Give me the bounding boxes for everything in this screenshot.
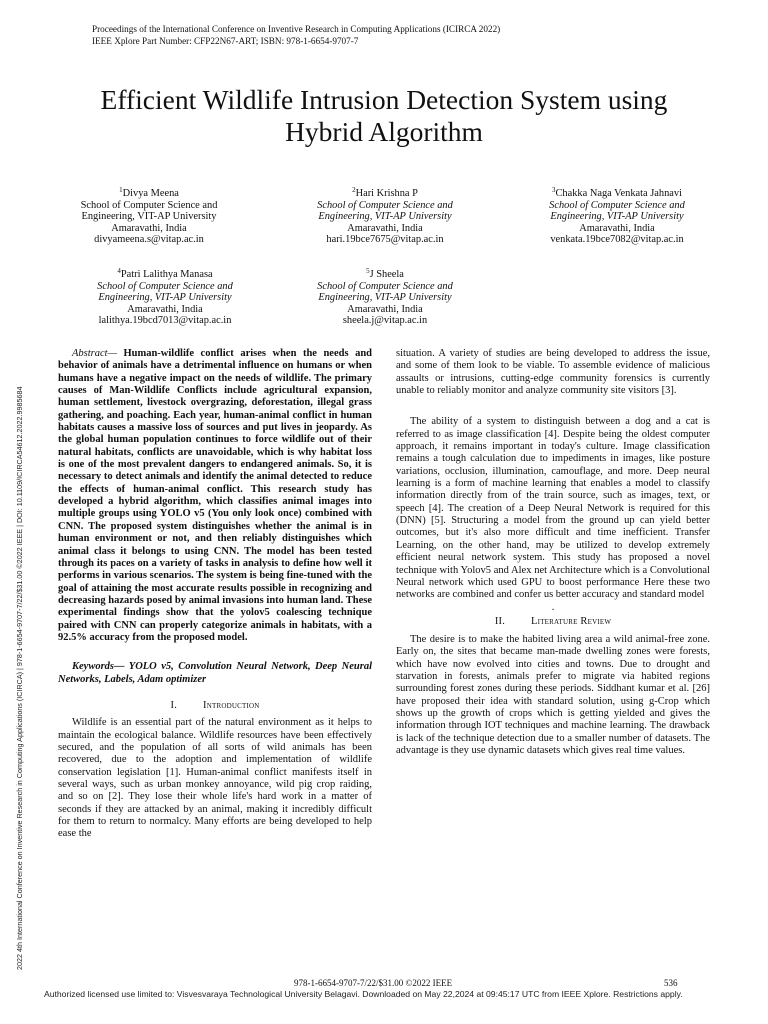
- author-email: divyameena.s@vitap.ac.in: [94, 234, 204, 246]
- paper-title: [30, 84, 738, 148]
- author-affiliation: School of Computer Science and: [97, 280, 233, 292]
- author-block-4: $^4$Patri Lalithya Manasa School of Computer Science and Engineering, VIT-AP University Amaravathi, India lalithya.19bcd7013@vitap.ac.in: [80, 269, 250, 327]
- author-name: J Sheela: [369, 269, 404, 280]
- author-email: hari.19bce7675@vitap.ac.in: [326, 234, 444, 246]
- author-affiliation: Engineering, VIT-AP University: [318, 211, 452, 223]
- author-email: lalithya.19bcd7013@vitap.ac.in: [98, 315, 232, 327]
- abstract-lead: Abstract—: [72, 348, 117, 359]
- proceedings-header: [92, 24, 500, 47]
- header-line-1: Proceedings of the International Conference on Inventive Research in Computing Applications (ICIRCA 2022): [92, 24, 501, 34]
- author-location: Amaravathi, India: [579, 222, 655, 234]
- author-location: Amaravathi, India: [111, 222, 187, 234]
- page-number: 536: [664, 978, 678, 988]
- author-name: Divya Meena: [122, 188, 179, 199]
- author-block-3: $^3$Chakka Naga Venkata Jahnavi School of Computer Science and Engineering, VIT-AP University Amaravathi, India venkata.19bce7082@vitap.ac.in: [532, 188, 702, 246]
- author-name: Patri Lalithya Manasa: [120, 269, 213, 280]
- author-location: Amaravathi, India: [127, 303, 203, 315]
- body-paragraph: situation. A variety of studies are being developed to address the issue, and some of them look to be viable. To assemble evidence of malicious assaults or intrusions, cutting-edge community forensics is currently unable to reliably monitor and analyze community site visitors [3].: [396, 348, 710, 397]
- author-block-5: $^5$J Sheela School of Computer Science and Engineering, VIT-AP University Amaravathi, India sheela.j@vitap.ac.in: [300, 269, 470, 327]
- stray-dot: .: [551, 601, 555, 613]
- author-affiliation: School of Computer Science and: [549, 199, 685, 211]
- author-affiliation: Engineering, VIT-AP University: [98, 292, 232, 304]
- header-line-2: IEEE Xplore Part Number: CFP22N67-ART; ISBN: 978-1-6654-9707-7: [92, 35, 359, 46]
- author-affiliation: School of Computer Science and: [80, 199, 218, 211]
- title-line-2: Hybrid Algorithm: [285, 116, 483, 147]
- left-column: [58, 348, 372, 841]
- section-heading-literature-review: II. Literature Review: [494, 615, 612, 627]
- intro-paragraph: Wildlife is an essential part of the natural environment as it helps to maintain the ecological balance. Wildlife resources have been effectively secured, and the population of all sorts of wild animals has been recovered, due to the adoption and implementation of wildlife conservation legislation [1]. Human-animal conflict manifests itself in several ways, such as urban monkey annoyance, wild pig crop raiding, and so on [2]. They lose their whole life's hard work in a matter of seconds if they are attacked by an animal, making it incredibly difficult for them to return to normalcy. Many efforts are being developed to help ease the: [58, 717, 372, 840]
- section-heading-introduction: I. Introduction: [170, 699, 260, 711]
- author-email: sheela.j@vitap.ac.in: [342, 315, 428, 327]
- right-column: [396, 348, 710, 757]
- literature-paragraph: The desire is to make the habited living area a wild animal-free zone. Early on, the sites that became man-made dwelling zones were forests, which have now evolved into cities and towns. Due to drought and starvation in forests, animals prefer to migrate via habited regions surrounding forest zones during these periods. Siddhant kumar et al. [26] have proposed their idea with standard solution, using g-Crop which shows up the growth of crops which is getting yielded and gives the information through IOT techniques and machine learning. The drawback is lack of the technique detection due to a smaller number of datasets. The advantage is they use dynamic datasets which gives real time values.: [396, 633, 710, 756]
- author-affiliation: School of Computer Science and: [317, 199, 453, 211]
- author-block-2: $^2$Hari Krishna P School of Computer Science and Engineering, VIT-AP University Amaravathi, India hari.19bce7675@vitap.ac.in: [300, 188, 470, 246]
- author-email: venkata.19bce7082@vitap.ac.in: [550, 234, 684, 246]
- author-location: Amaravathi, India: [347, 303, 423, 315]
- abstract-text: Human-wildlife conflict arises when the needs and behavior of animals have a detrimental influence on humans or when humans have a negative impact on the needs of wildlife. The primary causes of Man-Wildlife Conflicts include agricultural expansion, human settlement, livestock overgrazing, deforestation, illegal grass gathering, and poaching. Each year, human-animal conflict in human habitats causes a massive loss of sources and put lives in jeopardy. As the global human population continues to force wildlife out of their natural habitats, conflicts are unavoidable, which is why habitat loss is one of the most prevalent dangers to endangered animals. So, it is necessary to detect animals and identify the animal detected to reduce the effects of human-animal conflict. This research study has developed a hybrid algorithm, which classifies animal images into multiple groups using YOLO v5 (You only look once) combined with CNN. The proposed system distinguishes whether the animal is in human environment or not, and then reliably distinguishes which animal class it belongs to using CNN. The model has been tested through its paces on a variety of tasks in analysis to define how well it performs in various scenarios. The system is being fine-tuned with the goal of attaining the most accurate results possible in recognizing and decreasing hazards posed by animal invasions into human land. These experimental findings show that the yolov5 coalescing technique paired with CNN can properly categorize animals in habitats, with a 92.5% accuracy from the proposed model.: [58, 348, 372, 643]
- author-affiliation: Engineering, VIT-AP University: [318, 292, 452, 304]
- author-block-1: $^1$Divya Meena School of Computer Science and Engineering, VIT-AP University Amaravathi, India divyameena.s@vitap.ac.in: [64, 188, 234, 246]
- author-affiliation: Engineering, VIT-AP University: [550, 211, 684, 223]
- author-location: Amaravathi, India: [347, 222, 423, 234]
- abstract: [58, 348, 372, 644]
- footer-copyright: 978-1-6654-9707-7/22/$31.00 ©2022 IEEE: [294, 978, 453, 988]
- doi-sidebar: 2022 4th International Conference on Inventive Research in Computing Applications (ICIRCA) | 978-1-6654-9707-7/22/$31.00 ©2022 IEEE | DOI: 10.1109/ICIRCA54612.2022.9985684: [15, 386, 24, 970]
- title-line-1: Efficient Wildlife Intrusion Detection System using: [100, 84, 668, 115]
- body-paragraph: The ability of a system to distinguish between a dog and a cat is referred to as image classification [4]. Despite being the oldest computer approach, it remains important in today's culture. Image classification remains a tough calculation due to impediments in images, like posture variations, occlusion, illumination, camouflage, and more. Deep neural learning is a form of machine learning that enables a model to classify information directly from of the train source, such as images, text, or speech [4]. The creation of a Deep Neural Network is required for this (DNN) [5]. Structuring a model from the ground up can yield better outcomes, but it's also more difficult and time inefficient. Transfer Learning, on the other hand, may be utilized to develop extremely efficient neural network system. This study has proposed a novel technique with Yolov5 and Alex net Architecture which is a Convolutional Neural network which used GPU to boost performance Here these two networks are combined and confer us better accuracy and standard model: [396, 416, 710, 601]
- keywords: Keywords— YOLO v5, Convolution Neural Network, Deep Neural Networks, Labels, Adam optimizer: [58, 661, 372, 685]
- authorization-notice: Authorized licensed use limited to: Visvesvaraya Technological University Belagavi. Downloaded on May 22,2024 at 09:45:17 UTC from IEEE Xplore. Restrictions apply.: [44, 989, 683, 999]
- author-name: Hari Krishna P: [355, 188, 418, 199]
- author-name: Chakka Naga Venkata Jahnavi: [555, 188, 682, 199]
- author-affiliation: Engineering, VIT-AP University: [81, 211, 217, 223]
- author-affiliation: School of Computer Science and: [317, 280, 453, 292]
